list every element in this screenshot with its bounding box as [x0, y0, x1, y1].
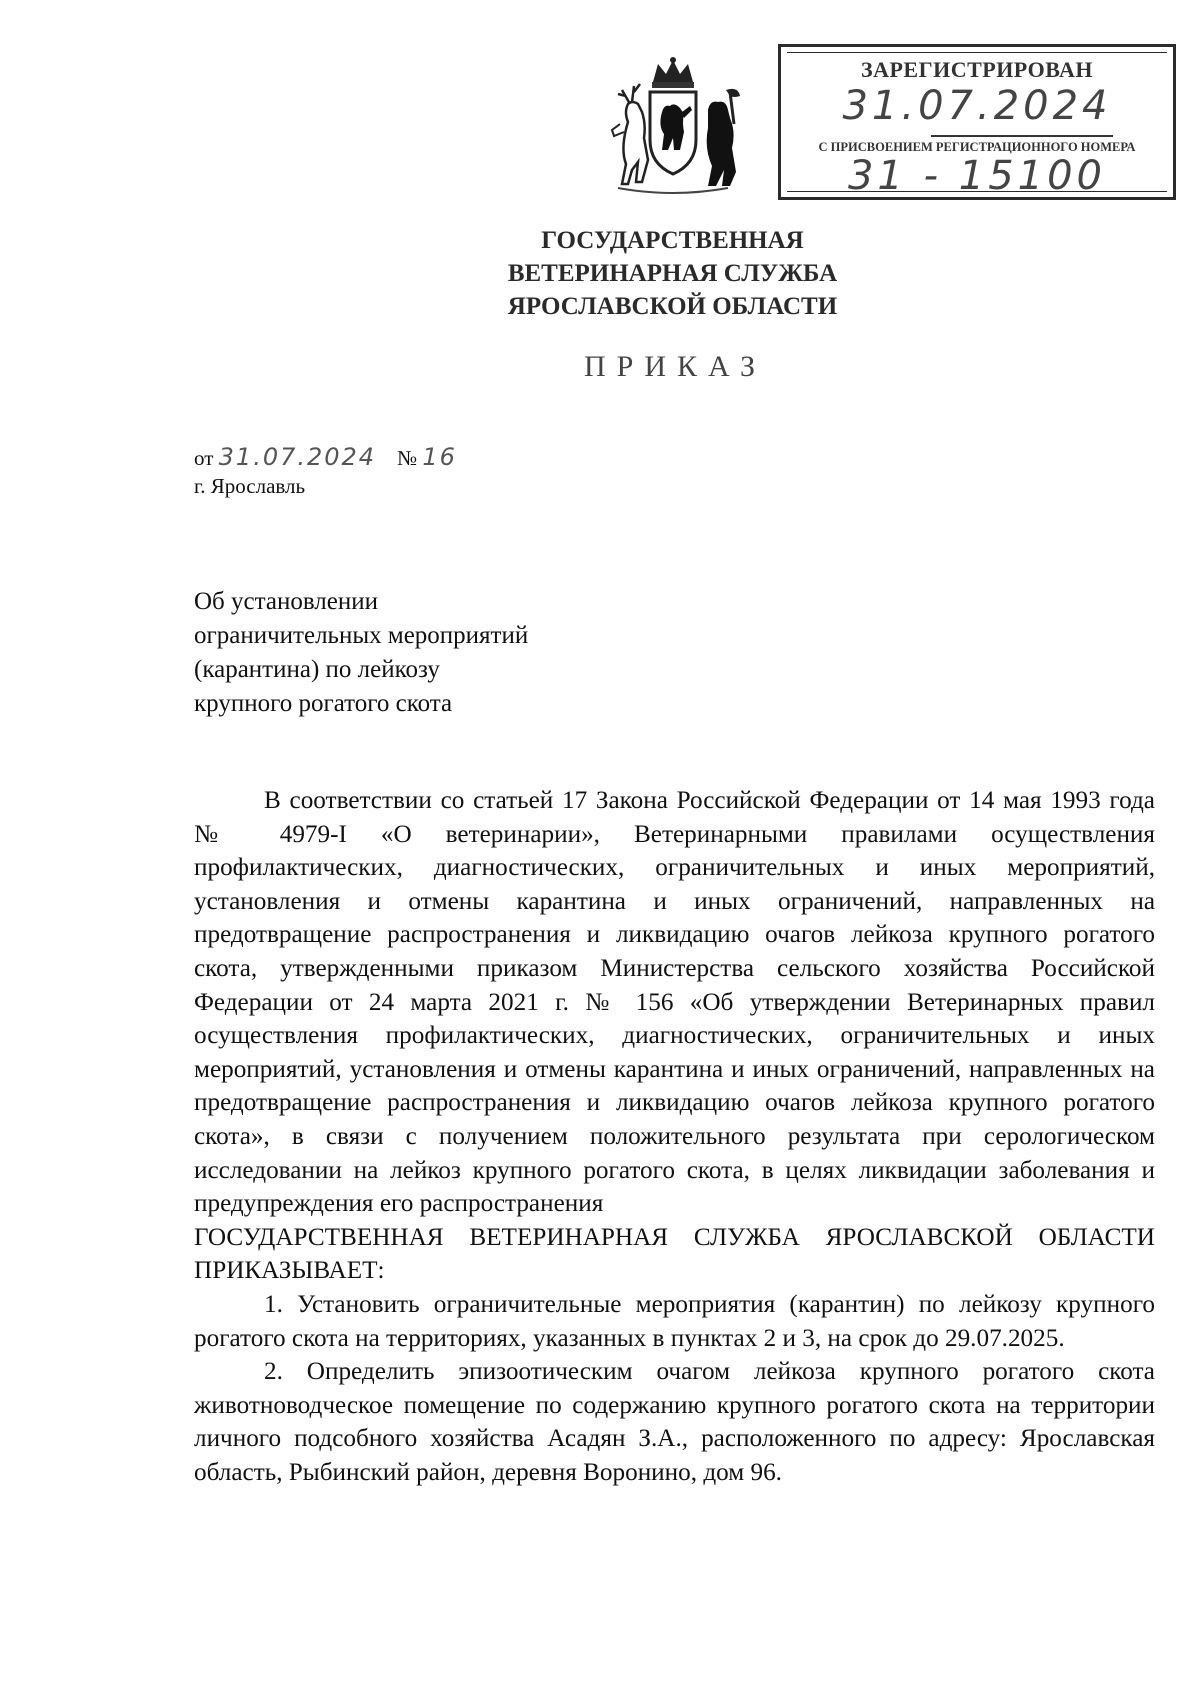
order-item-1: 1. Установить ограничительные мероприятия (карантин) по лейкозу крупного рогатого скота на территориях, указанных в пунктах 2 и 3, на срок до 29.07.2025. — [194, 1290, 1155, 1352]
document-meta — [194, 443, 457, 515]
orders-caps-paragraph: ГОСУДАРСТВЕННАЯ ВЕТЕРИНАРНАЯ СЛУЖБА ЯРОСЛАВСКОЙ ОБЛАСТИ ПРИКАЗЫВАЕТ: — [194, 1223, 1155, 1285]
subject-line: Об установлении — [194, 588, 379, 615]
org-name-line: ЯРОСЛАВСКОЙ ОБЛАСТИ — [507, 293, 838, 320]
document-type-title: ПРИКАЗ — [584, 350, 766, 383]
stamp-registration-date: 31.07.2024 — [842, 83, 1112, 129]
city: г. Ярославль — [194, 474, 306, 498]
subject-line: ограничительных мероприятий — [194, 622, 529, 649]
from-label: от — [194, 446, 214, 470]
document-subject — [194, 585, 528, 721]
coat-of-arms-icon — [598, 52, 748, 202]
document-body — [194, 784, 1155, 1489]
preamble-paragraph: В соответствии со статьей 17 Закона Российской Федерации от 14 мая 1993 года № 4979-I «О ветеринарии», Ветеринарными правилами осуществления профилактических, диагностических, ограничительных и иных мероприятий, установления и отмены карантина и иных ограничений, направленных на предотвращение распространения и ликвидацию очагов лейкоза крупного рогатого скота, утвержденными приказом Министерства сельского хозяйства Российской Федерации от 24 марта 2021 г. № 156 «Об утверждении Ветеринарных правил осуществления профилактических, диагностических, ограничительных и иных мероприятий, установления и отмены карантина и иных ограничений, направленных на предотвращение распространения и ликвидацию очагов лейкоза крупного рогатого скота», в связи с получением положительного результата при серологическом исследовании на лейкоз крупного рогатого скота, в целях ликвидации заболевания и предупреждения его распространения — [194, 787, 1155, 1218]
org-name-line: ГОСУДАРСТВЕННАЯ — [541, 227, 804, 254]
subject-line: крупного рогатого скота — [194, 690, 453, 717]
registration-stamp — [778, 44, 1176, 200]
stamp-title: ЗАРЕГИСТРИРОВАН — [860, 57, 1094, 82]
stamp-caption: С ПРИСВОЕНИЕМ РЕГИСТРАЦИОННОГО НОМЕРА — [818, 140, 1136, 154]
organization-name — [0, 224, 1200, 323]
order-item-2: 2. Определить эпизоотическим очагом лейкоза крупного рогатого скота животноводческое помещение по содержанию крупного рогатого скота на территории личного подсобного хозяйства Асадян З.А., расположенного по адресу: Ярославская область, Рыбинский район, деревня Воронино, дом 96. — [194, 1358, 1155, 1486]
subject-line: (карантина) по лейкозу — [194, 656, 440, 683]
org-name-line: ВЕТЕРИНАРНАЯ СЛУЖБА — [507, 260, 838, 287]
number-label: № — [397, 446, 418, 470]
document-date: 31.07.2024 — [218, 443, 377, 471]
stamp-registration-number: 31 - 15100 — [847, 153, 1106, 199]
document-number: 16 — [422, 443, 457, 471]
